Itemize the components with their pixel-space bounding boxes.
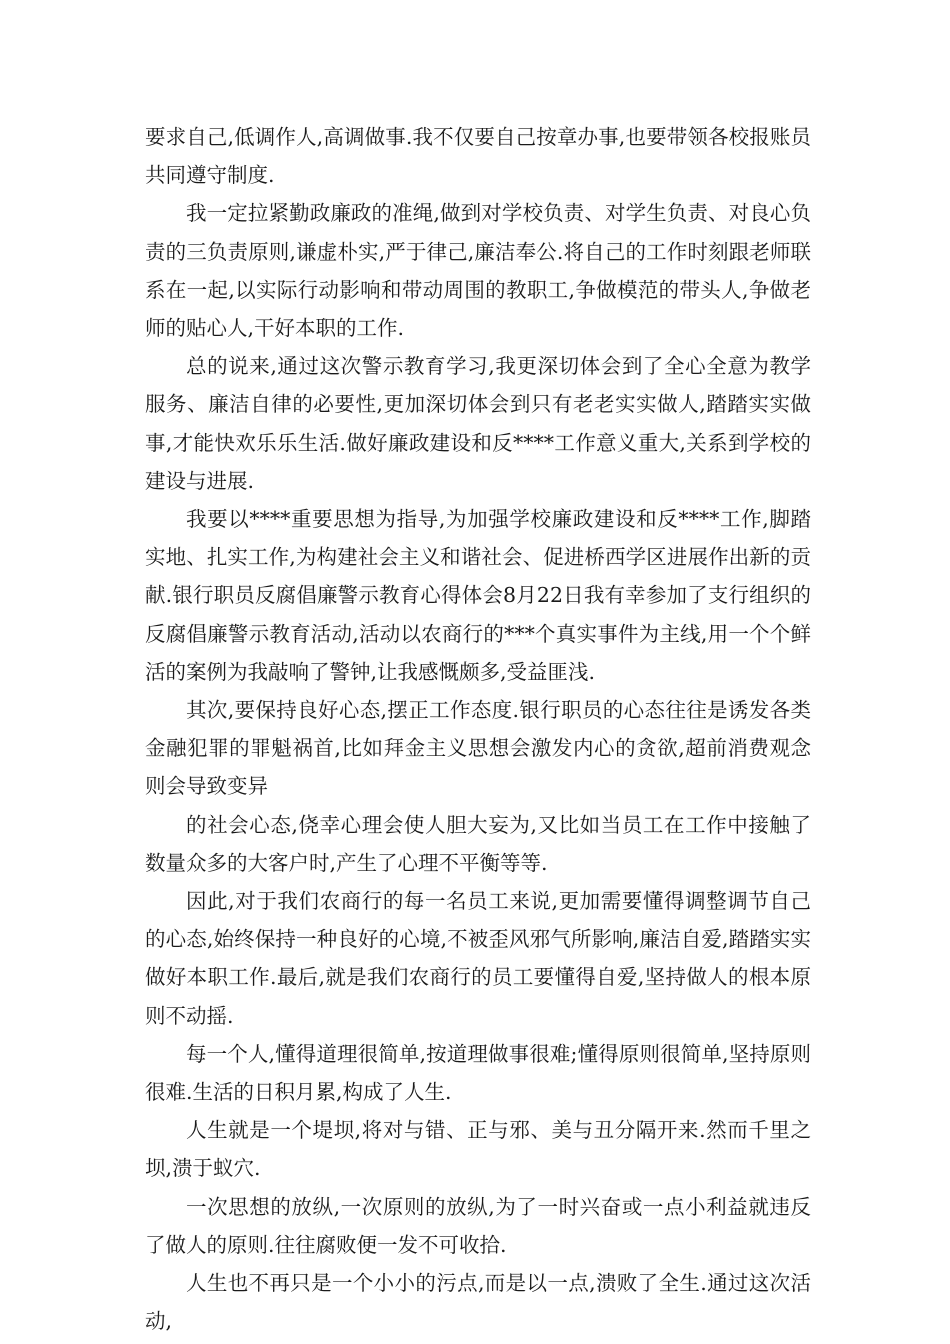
paragraph: 一次思想的放纵,一次原则的放纵,为了一时兴奋或一点小利益就违反了做人的原则.往往腐败便一发不可收拾.: [145, 1194, 811, 1257]
paragraph: 要求自己,低调作人,高调做事.我不仅要自己按章办事,也要带领各校报账员共同遵守制度.: [145, 125, 811, 188]
paragraph: 我一定拉紧勤政廉政的准绳,做到对学校负责、对学生负责、对良心负责的三负责原则,谦虚朴实,严于律己,廉洁奉公.将自己的工作时刻跟老师联系在一起,以实际行动影响和带动周围的教职工,争做模范的带头人,争做老师的贴心人,干好本职的工作.: [145, 201, 811, 341]
paragraph: 总的说来,通过这次警示教育学习,我更深切体会到了全心全意为教学服务、廉洁自律的必要性,更加深切体会到只有老老实实做人,踏踏实实做事,才能快欢乐乐生活.做好廉政建设和反****工作意义重大,关系到学校的建设与进展.: [145, 354, 811, 493]
paragraph: 的社会心态,侥幸心理会使人胆大妄为,又比如当员工在工作中接触了数量众多的大客户时,产生了心理不平衡等等.: [145, 812, 811, 875]
paragraph: 每一个人,懂得道理很简单,按道理做事很难;懂得原则很简单,坚持原则很难.生活的日积月累,构成了人生.: [145, 1041, 811, 1105]
paragraph: 因此,对于我们农商行的每一名员工来说,更加需要懂得调整调节自己的心态,始终保持一种良好的心境,不被歪风邪气所影响,廉洁自爱,踏踏实实做好本职工作.最后,就是我们农商行的员工要懂得自爱,坚持做人的根本原则不动摇.: [145, 889, 811, 1028]
paragraph: 其次,要保持良好心态,摆正工作态度.银行职员的心态往往是诱发各类金融犯罪的罪魁祸首,比如拜金主义思想会激发内心的贪欲,超前消费观念则会导致变异: [145, 698, 811, 799]
paragraph: 我要以****重要思想为指导,为加强学校廉政建设和反****工作,脚踏实地、扎实工作,为构建社会主义和谐社会、促进桥西学区进展作出新的贡献.银行职员反腐倡廉警示教育心得体会8月22日我有幸参加了支行组织的反腐倡廉警示教育活动,活动以农商行的***个真实事件为主线,用一个个鲜活的案例为我敲响了警钟,让我感慨颇多,受益匪浅.: [145, 507, 811, 684]
paragraph: 人生也不再只是一个小小的污点,而是以一点,溃败了全生.通过这次活动,: [145, 1271, 811, 1334]
paragraph: 人生就是一个堤坝,将对与错、正与邪、美与丑分隔开来.然而千里之坝,溃于蚁穴.: [145, 1118, 811, 1181]
document-body: [145, 118, 811, 1341]
